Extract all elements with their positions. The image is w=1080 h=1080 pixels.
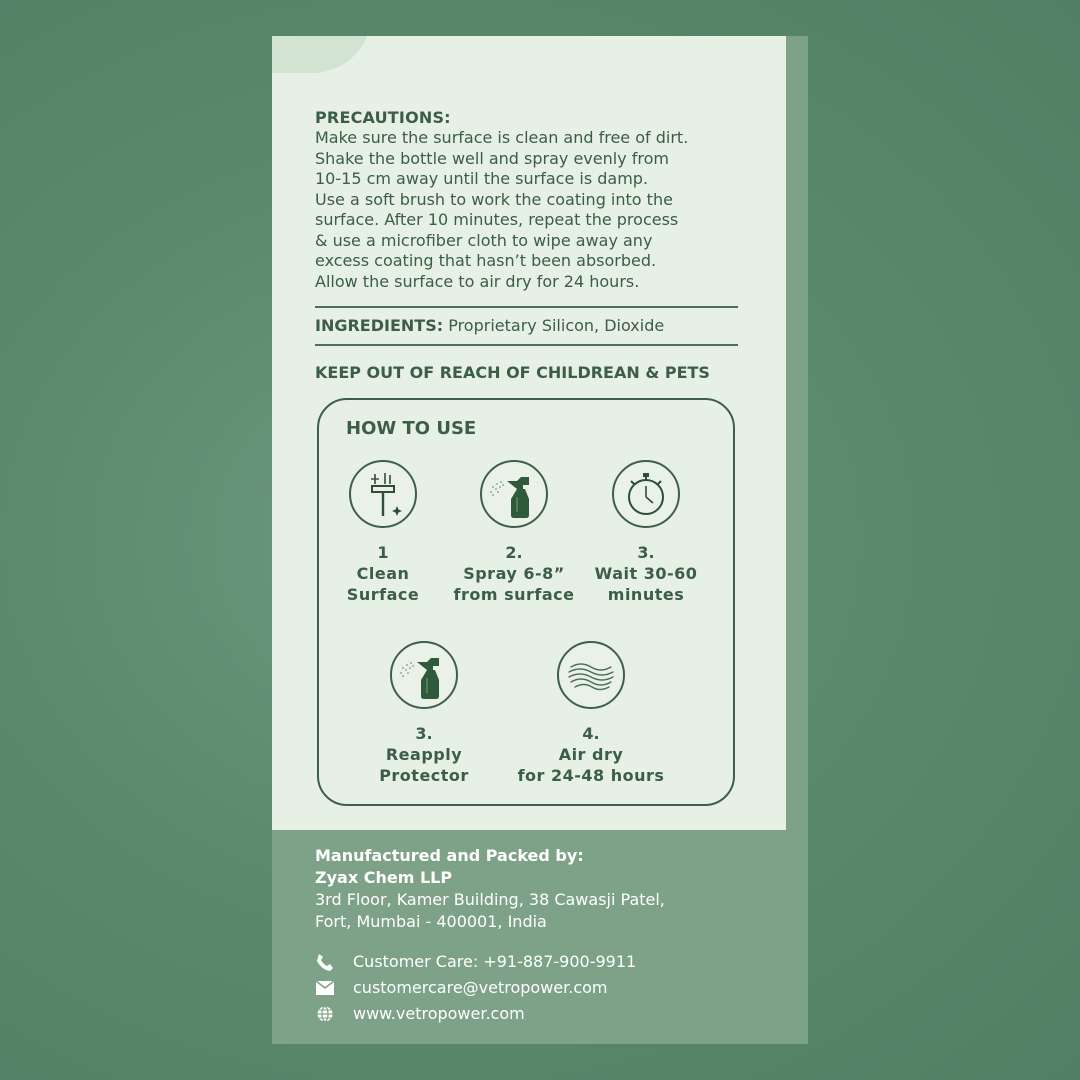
precautions-line: Make sure the surface is clean and free of dirt. bbox=[315, 128, 689, 147]
precautions-line: Use a soft brush to work the coating into the bbox=[315, 189, 673, 209]
squeegee-icon bbox=[359, 468, 407, 520]
email-link[interactable]: customercare@vetropower.com bbox=[353, 978, 608, 997]
phone-icon bbox=[315, 953, 335, 971]
label-panel bbox=[272, 36, 786, 830]
address-line: Fort, Mumbai - 400001, India bbox=[315, 912, 547, 931]
step-label: Wait 30-60 bbox=[594, 564, 698, 583]
step-spray bbox=[439, 460, 589, 605]
step-number: 2. bbox=[505, 543, 523, 562]
website-link[interactable]: www.vetropower.com bbox=[353, 1004, 525, 1023]
precautions-line: Shake the bottle well and spray evenly from bbox=[315, 148, 669, 168]
precautions-line: & use a microfiber cloth to wipe away any bbox=[315, 230, 653, 250]
stopwatch-icon bbox=[623, 470, 669, 518]
step-clean-surface bbox=[308, 460, 458, 605]
address-line: 3rd Floor, Kamer Building, 38 Cawasji Patel, bbox=[315, 890, 665, 909]
ingredients-value: Proprietary Silicon, Dioxide bbox=[443, 316, 665, 335]
step-icon-circle bbox=[390, 641, 458, 709]
globe-icon bbox=[315, 1005, 335, 1023]
precautions-text bbox=[315, 128, 755, 292]
precautions-line: surface. After 10 minutes, repeat the process bbox=[315, 210, 679, 229]
divider bbox=[315, 306, 738, 308]
email-icon bbox=[315, 979, 335, 997]
warning-text: KEEP OUT OF REACH OF CHILDREAN & PETS bbox=[315, 363, 710, 382]
step-air-dry bbox=[516, 641, 666, 786]
corner-decoration bbox=[272, 36, 372, 73]
step-label: Clean bbox=[356, 564, 410, 583]
step-number: 3. bbox=[415, 724, 433, 743]
step-label: from surface bbox=[453, 585, 575, 604]
step-label: Protector bbox=[379, 766, 469, 785]
spray-bottle-icon bbox=[397, 648, 451, 702]
air-waves-icon bbox=[565, 655, 617, 695]
manufacturer-info bbox=[315, 845, 795, 933]
manufacturer-heading: Manufactured and Packed by: bbox=[315, 846, 584, 865]
step-number: 1 bbox=[377, 543, 389, 562]
ingredients-row bbox=[315, 316, 664, 335]
step-label: Spray 6-8” bbox=[463, 564, 565, 583]
company-name: Zyax Chem LLP bbox=[315, 868, 453, 887]
step-label: for 24-48 hours bbox=[517, 766, 665, 785]
how-to-use-box bbox=[317, 398, 735, 806]
step-wait bbox=[571, 460, 721, 605]
step-icon-circle bbox=[480, 460, 548, 528]
precautions-line: 10-15 cm away until the surface is damp. bbox=[315, 169, 649, 188]
precautions-line: excess coating that hasn’t been absorbed. bbox=[315, 251, 657, 270]
step-reapply bbox=[349, 641, 499, 786]
precautions-line: Allow the surface to air dry for 24 hours. bbox=[315, 271, 640, 291]
how-to-use-title: HOW TO USE bbox=[346, 418, 477, 439]
divider bbox=[315, 344, 738, 346]
precautions-heading: PRECAUTIONS: bbox=[315, 108, 451, 127]
ingredients-label: INGREDIENTS: bbox=[315, 316, 444, 335]
step-icon-circle bbox=[612, 460, 680, 528]
step-number: 4. bbox=[582, 724, 600, 743]
step-number: 3. bbox=[637, 543, 655, 562]
phone-text: Customer Care: +91-887-900-9911 bbox=[353, 952, 637, 971]
step-label: Reapply bbox=[385, 745, 463, 764]
step-icon-circle bbox=[349, 460, 417, 528]
step-label: Surface bbox=[346, 585, 420, 604]
step-icon-circle bbox=[557, 641, 625, 709]
step-label: Air dry bbox=[558, 745, 624, 764]
step-label: minutes bbox=[607, 585, 685, 604]
spray-bottle-icon bbox=[487, 467, 541, 521]
